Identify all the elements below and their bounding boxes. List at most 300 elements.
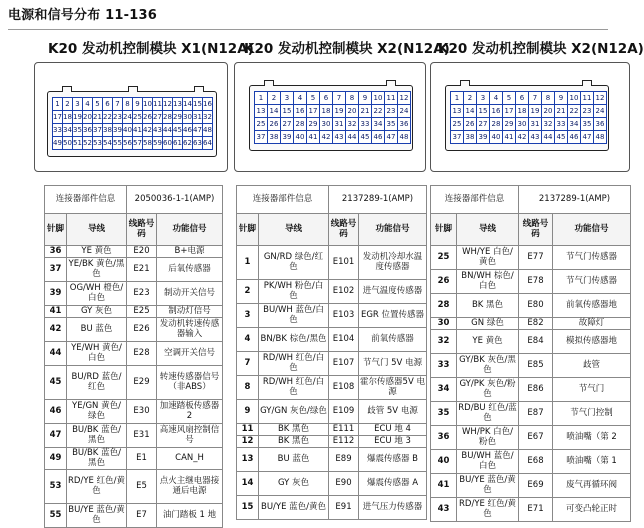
connector-pin: 53 — [92, 136, 103, 150]
cell-wire: GY 灰色 — [67, 306, 127, 318]
cell-pin: 7 — [237, 352, 259, 376]
connector-pin: 35 — [384, 117, 398, 131]
cell-circuit: E7 — [127, 504, 157, 528]
cell-pin: 33 — [431, 354, 457, 378]
connector-pin: 1 — [254, 91, 268, 105]
cell-pin: 12 — [237, 436, 259, 448]
connector-pin: 60 — [162, 136, 173, 150]
connector-pin: 37 — [92, 123, 103, 137]
connector-pin: 12 — [397, 91, 411, 105]
connector-pin: 46 — [567, 130, 581, 144]
cell-circuit: E68 — [519, 450, 553, 474]
table-row — [431, 330, 631, 354]
table-row — [431, 354, 631, 378]
panel-title: K20 发动机控制模块 X2(N12A) — [244, 41, 450, 57]
cell-pin: 41 — [45, 306, 67, 318]
cell-function: 爆震传感器 A — [359, 472, 427, 496]
cell-circuit: E69 — [519, 474, 553, 498]
connector-pin: 16 — [202, 97, 213, 111]
connector-pin: 35 — [72, 123, 83, 137]
table-row — [431, 498, 631, 522]
connector-pin: 46 — [371, 130, 385, 144]
connector-pin: 6 — [515, 91, 529, 105]
connector-pin: 26 — [267, 117, 281, 131]
connector-pin: 15 — [476, 104, 490, 118]
connector-pin: 38 — [102, 123, 113, 137]
connector-housing — [445, 85, 609, 151]
table-row — [45, 448, 223, 470]
connector-pin: 7 — [528, 91, 542, 105]
cell-function: 进气温度传感器 — [359, 280, 427, 304]
connector-pin: 62 — [182, 136, 193, 150]
connector-diagram — [430, 62, 630, 172]
table-row — [45, 318, 223, 342]
header-pin: 针脚 — [45, 214, 67, 246]
cell-function: 前氧传感器地 — [553, 294, 631, 318]
connector-info-value: 2050036-1-1(AMP) — [127, 186, 223, 214]
cell-wire: BU/YE 蓝色/黄色 — [259, 496, 329, 520]
connector-diagram — [34, 62, 228, 172]
cell-wire: GY 灰色 — [259, 472, 329, 496]
connector-pin: 4 — [293, 91, 307, 105]
connector-pin: 36 — [397, 117, 411, 131]
header-function: 功能信号 — [553, 214, 631, 246]
cell-function: 歧管 — [553, 354, 631, 378]
connector-pin: 47 — [192, 123, 203, 137]
connector-pin: 14 — [267, 104, 281, 118]
cell-function: 进气压力传感器 — [359, 496, 427, 520]
connector-diagram — [234, 62, 426, 172]
connector-pin: 36 — [82, 123, 93, 137]
connector-pin: 44 — [541, 130, 555, 144]
connector-pin: 29 — [172, 110, 183, 124]
cell-circuit: E90 — [329, 472, 359, 496]
connector-pin: 34 — [371, 117, 385, 131]
connector-pin: 7 — [332, 91, 346, 105]
connector-pin: 18 — [319, 104, 333, 118]
cell-function: 歧管 5V 电源 — [359, 400, 427, 424]
connector-pin: 5 — [306, 91, 320, 105]
connector-pin: 1 — [450, 91, 464, 105]
cell-circuit: E25 — [127, 306, 157, 318]
cell-pin: 37 — [45, 258, 67, 282]
cell-function: 油门踏板 1 地 — [157, 504, 223, 528]
connector-pin: 18 — [62, 110, 73, 124]
cell-pin: 41 — [431, 474, 457, 498]
connector-pin: 51 — [72, 136, 83, 150]
connector-pin: 18 — [515, 104, 529, 118]
connector-pin: 21 — [358, 104, 372, 118]
table-header-row — [431, 214, 631, 246]
connector-housing — [47, 91, 217, 157]
cell-function: 节气门传感器 — [553, 270, 631, 294]
connector-pin: 41 — [306, 130, 320, 144]
table-row — [237, 424, 427, 436]
table-row — [237, 436, 427, 448]
connector-pin: 21 — [554, 104, 568, 118]
connector-pin: 31 — [332, 117, 346, 131]
cell-circuit: E87 — [519, 402, 553, 426]
table-row — [45, 246, 223, 258]
connector-pin: 41 — [502, 130, 516, 144]
table-row — [45, 400, 223, 424]
connector-pin: 35 — [580, 117, 594, 131]
header-wire: 导线 — [67, 214, 127, 246]
cell-circuit: E102 — [329, 280, 359, 304]
cell-circuit: E84 — [519, 330, 553, 354]
cell-wire: BU 蓝色 — [259, 448, 329, 472]
cell-wire: BK 黑色 — [259, 424, 329, 436]
connector-pin: 34 — [567, 117, 581, 131]
table-row — [237, 400, 427, 424]
cell-pin: 15 — [237, 496, 259, 520]
connector-pin: 37 — [254, 130, 268, 144]
connector-pin: 3 — [280, 91, 294, 105]
connector-pin: 29 — [502, 117, 516, 131]
cell-wire: RD/WH 红色/白色 — [259, 352, 329, 376]
connector-pin: 20 — [345, 104, 359, 118]
connector-pin: 40 — [489, 130, 503, 144]
cell-function: 喷油嘴（第 2 — [553, 426, 631, 450]
connector-pin: 2 — [463, 91, 477, 105]
connector-pin: 42 — [319, 130, 333, 144]
connector-pin: 27 — [476, 117, 490, 131]
connector-pin: 17 — [52, 110, 63, 124]
cell-wire: RD/YE 红色/黄色 — [457, 498, 519, 522]
connector-pin: 38 — [267, 130, 281, 144]
cell-circuit: E80 — [519, 294, 553, 318]
cell-circuit: E71 — [519, 498, 553, 522]
connector-pin: 45 — [358, 130, 372, 144]
connector-pin: 30 — [319, 117, 333, 131]
connector-pin: 15 — [280, 104, 294, 118]
pin-grid — [450, 91, 606, 143]
connector-pin: 25 — [450, 117, 464, 131]
connector-pin: 26 — [463, 117, 477, 131]
cell-wire: GY/PK 灰色/粉色 — [457, 378, 519, 402]
connector-info-label: 连接器部件信息 — [45, 186, 127, 214]
connector-pin: 9 — [554, 91, 568, 105]
cell-function: 模拟传感器地 — [553, 330, 631, 354]
connector-pin: 1 — [52, 97, 63, 111]
connector-pin: 19 — [528, 104, 542, 118]
cell-function: 节气门传感器 — [553, 246, 631, 270]
cell-circuit: E31 — [127, 424, 157, 448]
connector-pin: 8 — [122, 97, 133, 111]
page-header-text: 电源和信号分布 11-136 — [8, 8, 157, 23]
connector-pin: 17 — [502, 104, 516, 118]
cell-function: 转速传感器信号（非ABS） — [157, 366, 223, 400]
cell-wire: BU/BK 蓝色/黑色 — [67, 424, 127, 448]
cell-function: EGR 位置传感器 — [359, 304, 427, 328]
cell-function: ECU 地 3 — [359, 436, 427, 448]
connector-pin: 8 — [345, 91, 359, 105]
connector-pin: 28 — [162, 110, 173, 124]
cell-circuit: E1 — [127, 448, 157, 470]
cell-pin: 35 — [431, 402, 457, 426]
cell-function: 高速风扇控制信号 — [157, 424, 223, 448]
connector-pin: 44 — [162, 123, 173, 137]
cell-pin: 44 — [45, 342, 67, 366]
header-pin: 针脚 — [431, 214, 457, 246]
table-row — [237, 352, 427, 376]
connector-pin: 22 — [371, 104, 385, 118]
connector-pin: 50 — [62, 136, 73, 150]
connector-pin: 16 — [489, 104, 503, 118]
cell-function: ECU 地 4 — [359, 424, 427, 436]
connector-pin: 14 — [182, 97, 193, 111]
cell-wire: GN/RD 绿色/红色 — [259, 246, 329, 280]
pin-table — [430, 185, 631, 522]
header-function: 功能信号 — [157, 214, 223, 246]
cell-function: 喷油嘴（第 1 — [553, 450, 631, 474]
connector-pin: 11 — [384, 91, 398, 105]
connector-pin: 32 — [345, 117, 359, 131]
table-row — [45, 470, 223, 504]
connector-pin: 16 — [293, 104, 307, 118]
cell-function: 制动灯信号 — [157, 306, 223, 318]
pin-table — [44, 185, 223, 528]
connector-pin: 47 — [580, 130, 594, 144]
cell-pin: 42 — [45, 318, 67, 342]
connector-pin: 25 — [254, 117, 268, 131]
table-row — [237, 280, 427, 304]
connector-pin: 56 — [122, 136, 133, 150]
cell-wire: BK 黑色 — [457, 294, 519, 318]
connector-pin: 31 — [528, 117, 542, 131]
connector-pin: 4 — [489, 91, 503, 105]
connector-info-row — [45, 186, 223, 214]
cell-pin: 45 — [45, 366, 67, 400]
connector-pin: 23 — [580, 104, 594, 118]
header-circuit: 线路号码 — [329, 214, 359, 246]
cell-wire: BK 黑色 — [259, 436, 329, 448]
header-pin: 针脚 — [237, 214, 259, 246]
connector-pin: 63 — [192, 136, 203, 150]
table-row — [237, 472, 427, 496]
table-row — [237, 304, 427, 328]
connector-pin: 9 — [132, 97, 143, 111]
table-row — [431, 294, 631, 318]
cell-circuit: E91 — [329, 496, 359, 520]
cell-pin: 13 — [237, 448, 259, 472]
connector-pin: 55 — [112, 136, 123, 150]
connector-pin: 48 — [593, 130, 607, 144]
connector-pin: 23 — [112, 110, 123, 124]
table-row — [45, 306, 223, 318]
connector-pin: 17 — [306, 104, 320, 118]
cell-function: 节气门控制 — [553, 402, 631, 426]
cell-circuit: E5 — [127, 470, 157, 504]
cell-function: 后氧传感器 — [157, 258, 223, 282]
cell-function: CAN_H — [157, 448, 223, 470]
cell-function: 加速踏板传感器 2 — [157, 400, 223, 424]
connector-pin: 20 — [541, 104, 555, 118]
cell-pin: 34 — [431, 378, 457, 402]
cell-pin: 2 — [237, 280, 259, 304]
connector-pin: 2 — [267, 91, 281, 105]
connector-pin: 43 — [528, 130, 542, 144]
cell-circuit: E107 — [329, 352, 359, 376]
connector-pin: 42 — [142, 123, 153, 137]
cell-pin: 28 — [431, 294, 457, 318]
table-row — [431, 378, 631, 402]
cell-wire: GY/BK 灰色/黑色 — [457, 354, 519, 378]
cell-pin: 1 — [237, 246, 259, 280]
page-header — [8, 4, 608, 30]
cell-pin: 53 — [45, 470, 67, 504]
cell-function: 发动机转速传感器输入 — [157, 318, 223, 342]
cell-pin: 36 — [45, 246, 67, 258]
connector-pin: 46 — [182, 123, 193, 137]
cell-wire: BU/RD 蓝色/红色 — [67, 366, 127, 400]
connector-pin: 15 — [192, 97, 203, 111]
pin-grid — [52, 97, 212, 149]
connector-pin: 54 — [102, 136, 113, 150]
cell-pin: 47 — [45, 424, 67, 448]
cell-circuit: E67 — [519, 426, 553, 450]
cell-wire: WH/PK 白色/粉色 — [457, 426, 519, 450]
connector-pin: 48 — [397, 130, 411, 144]
connector-pin: 3 — [72, 97, 83, 111]
connector-pin: 47 — [384, 130, 398, 144]
connector-pin: 39 — [476, 130, 490, 144]
connector-pin: 30 — [515, 117, 529, 131]
cell-wire: BU 蓝色 — [67, 318, 127, 342]
pin-grid — [254, 91, 410, 143]
cell-circuit: E30 — [127, 400, 157, 424]
table-row — [45, 424, 223, 448]
connector-pin: 28 — [489, 117, 503, 131]
cell-circuit: E101 — [329, 246, 359, 280]
connector-pin: 20 — [82, 110, 93, 124]
table-row — [431, 474, 631, 498]
cell-pin: 25 — [431, 246, 457, 270]
table-row — [237, 328, 427, 352]
cell-function: 节气门 5V 电源 — [359, 352, 427, 376]
table-row — [45, 366, 223, 400]
connector-pin: 58 — [142, 136, 153, 150]
cell-wire: RD/WH 红色/白色 — [259, 376, 329, 400]
connector-pin: 57 — [132, 136, 143, 150]
connector-panel-x2 — [234, 40, 450, 512]
connector-pin: 52 — [82, 136, 93, 150]
cell-wire: OG/WH 橙色/白色 — [67, 282, 127, 306]
cell-pin: 49 — [45, 448, 67, 470]
table-row — [431, 450, 631, 474]
connector-pin: 12 — [593, 91, 607, 105]
table-row — [431, 318, 631, 330]
cell-function: 节气门 — [553, 378, 631, 402]
connector-pin: 26 — [142, 110, 153, 124]
table-header-row — [45, 214, 223, 246]
connector-info-label: 连接器部件信息 — [237, 186, 329, 214]
table-row — [45, 342, 223, 366]
cell-wire: BU/WH 蓝色/白色 — [259, 304, 329, 328]
cell-circuit: E104 — [329, 328, 359, 352]
connector-pin: 10 — [567, 91, 581, 105]
connector-pin: 61 — [172, 136, 183, 150]
cell-wire: BU/WH 蓝色/白色 — [457, 450, 519, 474]
cell-wire: YE/GN 黄色/绿色 — [67, 400, 127, 424]
connector-pin: 30 — [182, 110, 193, 124]
cell-function: 发动机冷却水温度传感器 — [359, 246, 427, 280]
table-header-row — [237, 214, 427, 246]
connector-info-row — [431, 186, 631, 214]
connector-pin: 28 — [293, 117, 307, 131]
cell-circuit: E23 — [127, 282, 157, 306]
connector-pin: 48 — [202, 123, 213, 137]
panel-title: K20 发动机控制模块 X2(N12A) — [438, 41, 644, 57]
cell-pin: 30 — [431, 318, 457, 330]
header-wire: 导线 — [259, 214, 329, 246]
cell-pin: 3 — [237, 304, 259, 328]
connector-pin: 32 — [202, 110, 213, 124]
cell-wire: YE/WH 黄色/白色 — [67, 342, 127, 366]
connector-pin: 27 — [280, 117, 294, 131]
connector-pin: 11 — [152, 97, 163, 111]
cell-wire: GN 绿色 — [457, 318, 519, 330]
connector-pin: 6 — [319, 91, 333, 105]
connector-pin: 8 — [541, 91, 555, 105]
header-function: 功能信号 — [359, 214, 427, 246]
table-row — [237, 376, 427, 400]
connector-pin: 10 — [371, 91, 385, 105]
cell-circuit: E112 — [329, 436, 359, 448]
cell-circuit: E28 — [127, 342, 157, 366]
connector-panel-x1 — [34, 40, 254, 525]
connector-info-value: 2137289-1(AMP) — [329, 186, 427, 214]
connector-pin: 59 — [152, 136, 163, 150]
connector-info-value: 2137289-1(AMP) — [519, 186, 631, 214]
cell-circuit: E103 — [329, 304, 359, 328]
cell-pin: 46 — [45, 400, 67, 424]
table-row — [45, 504, 223, 528]
connector-pin: 38 — [463, 130, 477, 144]
connector-pin: 40 — [293, 130, 307, 144]
cell-function: 制动开关信号 — [157, 282, 223, 306]
connector-pin: 19 — [332, 104, 346, 118]
connector-pin: 12 — [162, 97, 173, 111]
cell-pin: 43 — [431, 498, 457, 522]
panel-title: K20 发动机控制模块 X1(N12A) — [48, 41, 254, 57]
header-circuit: 线路号码 — [127, 214, 157, 246]
connector-pin: 13 — [450, 104, 464, 118]
connector-pin: 13 — [172, 97, 183, 111]
connector-pin: 49 — [52, 136, 63, 150]
connector-pin: 24 — [122, 110, 133, 124]
connector-panel-x2-continued — [428, 40, 644, 519]
cell-function: 前氧传感器 — [359, 328, 427, 352]
cell-circuit: E78 — [519, 270, 553, 294]
connector-pin: 27 — [152, 110, 163, 124]
connector-pin: 37 — [450, 130, 464, 144]
connector-pin: 44 — [345, 130, 359, 144]
cell-wire: RD/BU 红色/蓝色 — [457, 402, 519, 426]
connector-pin: 5 — [502, 91, 516, 105]
connector-info-row — [237, 186, 427, 214]
connector-pin: 23 — [384, 104, 398, 118]
cell-circuit: E86 — [519, 378, 553, 402]
cell-circuit: E21 — [127, 258, 157, 282]
cell-wire: BU/BK 蓝色/黑色 — [67, 448, 127, 470]
connector-pin: 14 — [463, 104, 477, 118]
connector-pin: 24 — [397, 104, 411, 118]
cell-pin: 11 — [237, 424, 259, 436]
cell-circuit: E29 — [127, 366, 157, 400]
cell-function: 爆震传感器 B — [359, 448, 427, 472]
connector-pin: 19 — [72, 110, 83, 124]
